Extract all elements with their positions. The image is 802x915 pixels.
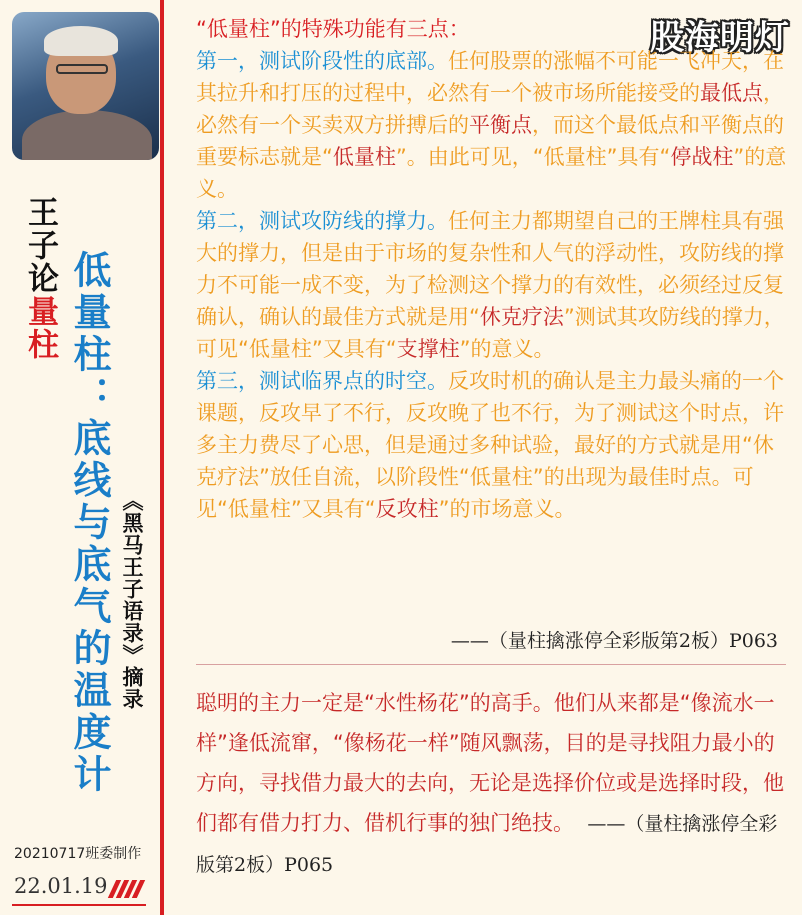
paragraph-1	[196, 45, 788, 205]
p1-label: 第一，测试阶段性的底部。	[196, 49, 448, 73]
made-by: 20210717班委制作	[14, 846, 142, 862]
p2-key-2: 支撑柱	[396, 337, 460, 361]
source-title: 《黑马王子语录》摘录	[120, 490, 145, 710]
p1-key-1: 最低点	[700, 81, 763, 105]
p1-text-3: ，而这个最低点和平衡点的重要标志就是“	[196, 113, 784, 169]
series-title	[18, 196, 63, 361]
photo-hair	[44, 26, 118, 56]
p3-key-1: 反攻柱	[375, 497, 439, 521]
paragraph-2	[196, 205, 788, 365]
p1-key-4: 停战柱	[670, 145, 734, 169]
content-section-2	[196, 683, 788, 885]
p2-text-1: 任何主力都期望自己的王牌柱具有强大的撑力，但是由于市场的复杂性和人气的浮动性，攻防线的撑力不可能一成不变，为了检测这个撑力的有效性，必须经过反复确认，确认的最佳方式就是用“	[196, 209, 784, 329]
date: 22.01.19	[14, 874, 108, 898]
p2-label: 第二，测试攻防线的撑力。	[196, 209, 448, 233]
author-photo	[12, 12, 159, 160]
photo-glasses	[56, 64, 108, 74]
source-citation-2: ——（量柱擒涨停全彩版第2板）P065	[196, 813, 778, 876]
p1-key-3: 低量柱	[332, 145, 396, 169]
paragraph-3	[196, 365, 788, 525]
p3-label: 第三，测试临界点的时空。	[196, 369, 448, 393]
section-divider	[196, 664, 786, 665]
p1-key-2: 平衡点	[469, 113, 532, 137]
p1-text-2: ，必然有一个买卖双方拼搏后的	[196, 81, 784, 137]
p1-text-4: ”。由此可见，“低量柱”具有“	[395, 145, 671, 169]
p3-text-2: ”的市场意义。	[438, 497, 576, 521]
p2-text-2: ”测试其攻防线的撑力，可见“低量柱”又具有“	[196, 305, 785, 361]
date-underline	[12, 904, 146, 906]
photo-shirt	[22, 110, 152, 160]
series-title-a: 王子论	[22, 196, 58, 295]
series-title-b: 量柱	[22, 295, 58, 361]
watermark: 股海明灯	[650, 18, 790, 58]
content-section-1	[196, 13, 788, 525]
p3-text-1: 反攻时机的确认是主力最头痛的一个课题，反攻早了不行，反攻晚了也不行，为了测试这个时点，许多主力费尽了心思，但是通过多种试验，最好的方式就是用“休克疗法”放任自流，以阶段性“低量柱”的出现为最佳时点。可见“低量柱”又具有“	[196, 369, 784, 521]
main-title: 低量柱：底线与底气的温度计	[67, 250, 112, 796]
p2-key-1: 休克疗法	[479, 305, 564, 329]
p1-text-5: ”的意义。	[196, 145, 787, 201]
paragraph-4: 聪明的主力一定是“水性杨花”的高手。他们从来都是“像流水一样”逢低流窜，“像杨花一样”随风飘荡，目的是寻找阻力最小的方向，寻找借力最大的去向，无论是选择价位或是选择时段，他们都有借力打力、借机行事的独门绝技。	[196, 691, 784, 835]
sidebar	[0, 0, 160, 915]
p2-text-3: ”的意义。	[459, 337, 555, 361]
content-heading: “低量柱”的特殊功能有三点：	[196, 17, 470, 41]
divider-line	[160, 0, 164, 915]
stripe-decoration	[112, 880, 144, 902]
source-citation-1: ——（量柱擒涨停全彩版第2板）P063	[450, 630, 778, 652]
p1-text-1: 任何股票的涨幅不可能一飞冲天，在其拉升和打压的过程中，必然有一个被市场所能接受的	[196, 49, 784, 105]
